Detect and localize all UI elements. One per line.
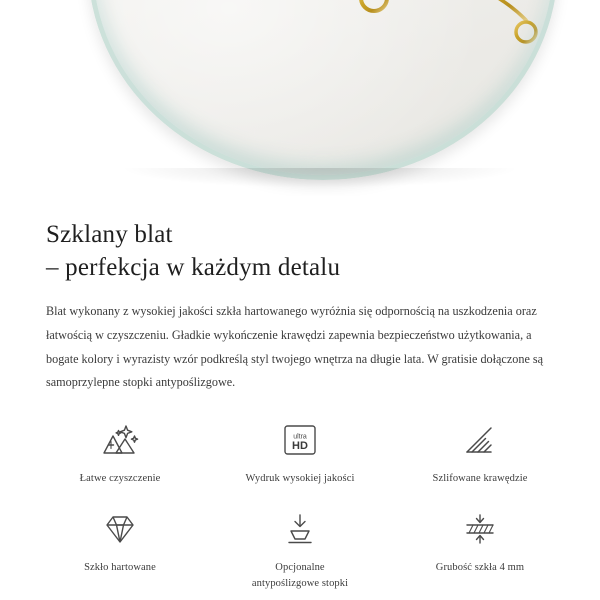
feature-grid [0, 417, 600, 591]
feature-tempered-glass [35, 506, 205, 590]
svg-text:ultra: ultra [293, 433, 307, 441]
polished-edge-icon [457, 417, 503, 463]
feature-glass-thickness [395, 506, 565, 590]
feature-label-line-2: antypoślizgowe stopki [251, 577, 349, 589]
hero-image [0, 0, 600, 196]
feature-label: Wydruk wysokiej jakości [245, 473, 355, 485]
feature-label: Szlifowane krawędzie [432, 473, 528, 485]
feature-antislip-pads [215, 506, 385, 590]
feature-label-line-1: Opcjonalne [275, 562, 325, 574]
feature-label: Łatwe czyszczenie [79, 473, 161, 485]
anti-slip-pads-icon [277, 506, 323, 552]
feature-print-quality [215, 417, 385, 486]
feature-easy-cleaning [35, 417, 205, 486]
feature-label: Szkło hartowane [84, 562, 156, 574]
glass-thickness-icon [457, 506, 503, 552]
ultra-hd-print-icon [277, 417, 323, 463]
svg-text:HD: HD [292, 440, 308, 453]
page-title [46, 218, 554, 284]
headline-line-2: – perfekcja w każdym detalu [46, 254, 341, 281]
headline-line-1: Szklany blat [46, 221, 173, 248]
sparkle-cloth-icon [97, 417, 143, 463]
feature-label: Grubość szkła 4 mm [435, 562, 525, 574]
description-paragraph: Blat wykonany z wysokiej jakości szkła hartowanego wyróżnia się odpornością na uszkodzenia oraz łatwością w czyszczeniu. Gładkie wykończenie krawędzi zapewnia bezpieczeństwo użytkowania, a bogate kolory i wyrazisty wzór podkreślą styl twojego wnętrza na długie lata. W gratisie dołączone są samoprzylepne stopki antypoślizgowe. [46, 304, 544, 390]
marble-gold-veins-illustration [88, 0, 558, 180]
feature-polished-edges [395, 417, 565, 486]
text-content [0, 196, 600, 395]
glass-tabletop-graphic [88, 0, 558, 180]
diamond-tempered-glass-icon [97, 506, 143, 552]
feature-label [252, 560, 348, 590]
